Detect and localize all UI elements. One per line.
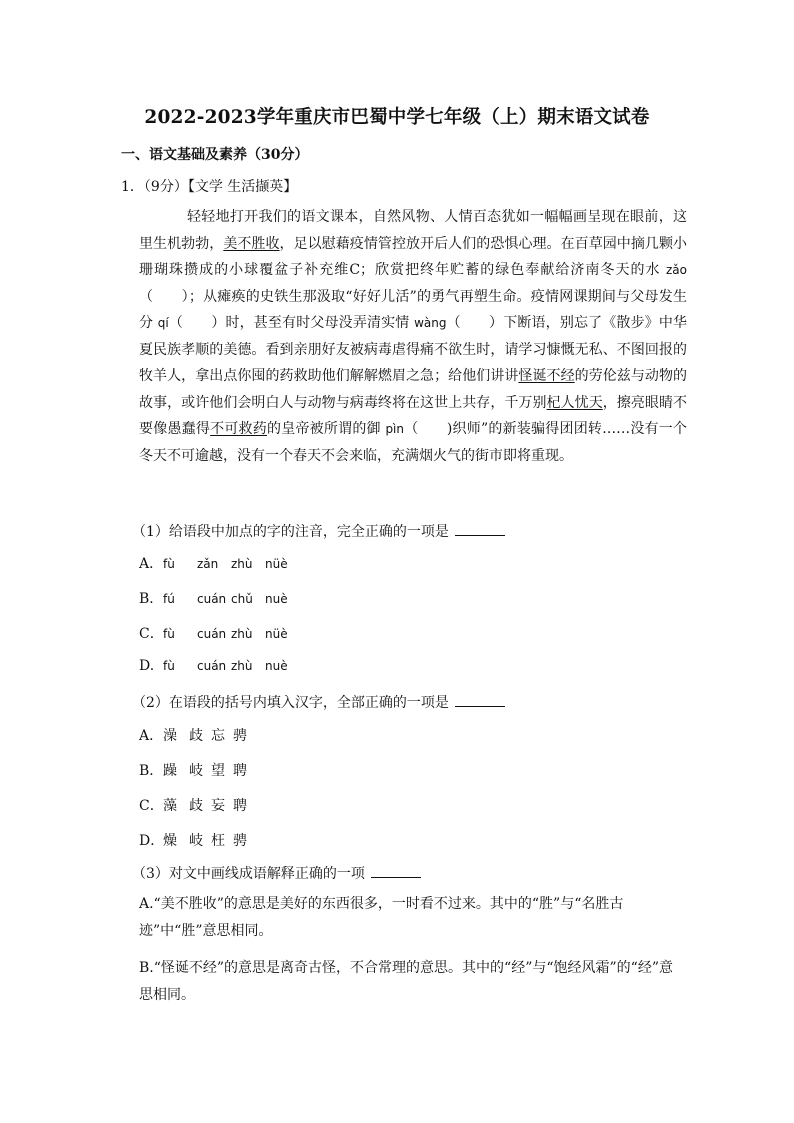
passage-text: 轻轻地打开我们的语文课本，自然风物、人情百态犹如一幅幅画呈现在眼前，这里生机勃勃， bbox=[139, 209, 687, 252]
option-label: B． bbox=[139, 763, 164, 779]
option-label: A． bbox=[139, 728, 164, 744]
option-label: C． bbox=[139, 626, 164, 642]
option-part: zhù bbox=[231, 659, 253, 673]
underlined-idiom: 不可救药 bbox=[210, 421, 267, 437]
option-1c[interactable] bbox=[139, 623, 299, 643]
option-label: A． bbox=[139, 556, 164, 572]
option-label: D. bbox=[139, 658, 155, 674]
option-part: 望 bbox=[211, 763, 225, 779]
passage-text: （ ）时，甚至有时父母没弄清实情 bbox=[168, 315, 410, 331]
option-part: 澡 bbox=[163, 728, 177, 744]
option-part: 聘 bbox=[233, 798, 247, 814]
subquestion-1-text: （1）给语段中加点的字的注音，完全正确的一项是 bbox=[132, 524, 449, 540]
underlined-idiom: 美不胜收 bbox=[223, 235, 280, 252]
option-part: 妄 bbox=[211, 798, 225, 814]
passage-text: 的皇帝被所谓的御 bbox=[267, 421, 381, 437]
option-1a[interactable] bbox=[139, 553, 299, 573]
option-3b[interactable]: B.“怪诞不经”的意思是离奇古怪，不合常理的意思。其中的“经”与“饱经风霜”的“经”意思相同。 bbox=[139, 960, 673, 1003]
option-2b[interactable] bbox=[139, 760, 255, 780]
option-part: nuè bbox=[265, 659, 288, 673]
underlined-idiom: 杞人忧天 bbox=[546, 394, 603, 411]
option-1d[interactable] bbox=[139, 658, 299, 674]
option-part: nüè bbox=[265, 627, 288, 641]
option-part: 骋 bbox=[233, 728, 247, 744]
option-part: 歧 bbox=[189, 798, 203, 814]
option-part: chǔ bbox=[231, 592, 253, 606]
subquestion-2 bbox=[132, 692, 505, 712]
pinyin-hint: qí bbox=[157, 316, 169, 330]
option-part: 藻 bbox=[163, 798, 177, 814]
option-part: 骋 bbox=[233, 833, 247, 849]
answer-blank[interactable] bbox=[455, 523, 505, 536]
option-3a[interactable]: A.“美不胜收”的意思是美好的东西很多，一时看不过来。其中的“胜”与“名胜古迹”中“胜”意思相同。 bbox=[139, 896, 624, 939]
exam-title: 2022-2023学年重庆市巴蜀中学七年级（上）期末语文试卷 bbox=[144, 107, 650, 128]
option-part: nuè bbox=[265, 592, 288, 606]
option-label: C． bbox=[139, 798, 164, 814]
option-part: 岐 bbox=[189, 763, 203, 779]
option-part: cuán bbox=[197, 592, 227, 606]
pinyin-hint: zǎo bbox=[666, 263, 687, 277]
option-2c[interactable] bbox=[139, 795, 255, 815]
option-label: D． bbox=[139, 833, 165, 849]
option-part: zǎn bbox=[197, 557, 219, 571]
option-part: fù bbox=[163, 557, 175, 571]
option-part: cuán bbox=[197, 659, 227, 673]
subquestion-1 bbox=[132, 521, 505, 541]
passage-text: 的劳伦兹与动物的故事，或许他们会明白人与动物与病毒终将在这世上共存，千万别 bbox=[139, 368, 688, 411]
passage-text: （ ）下断语，别忘了《散步》中华夏民族孝顺的美德。看到亲朋好友被病毒虐得痛不欲生时，请学习慷慨无私、不图回报的牧羊人，拿出点你囤的药救助他们解解燃眉之急；给他们讲讲 bbox=[139, 315, 688, 384]
passage-text: （ )织师”的新装骗得团团转……没有一个冬天不可逾越，没有一个春天不会来临，充满烟火气的街市即将重现。 bbox=[139, 421, 688, 464]
option-part: 聘 bbox=[233, 763, 247, 779]
option-part: fù bbox=[163, 659, 175, 673]
option-part: fù bbox=[163, 627, 175, 641]
reading-passage bbox=[139, 204, 687, 469]
section-heading: 一、语文基础及素养（30分） bbox=[121, 147, 309, 163]
option-part: 忘 bbox=[211, 728, 225, 744]
option-label: B． bbox=[139, 591, 164, 607]
pinyin-hint: wàng bbox=[414, 316, 447, 330]
passage-text: ，擦亮眼睛不要像愚蠢得 bbox=[139, 394, 688, 437]
option-2d[interactable] bbox=[139, 830, 255, 850]
option-part: 枉 bbox=[211, 833, 225, 849]
answer-blank[interactable] bbox=[455, 694, 505, 707]
option-part: 歧 bbox=[189, 728, 203, 744]
option-part: cuán bbox=[197, 627, 227, 641]
option-part: nüè bbox=[265, 557, 288, 571]
pinyin-hint: pìn bbox=[385, 422, 404, 436]
option-part: fú bbox=[163, 592, 175, 606]
option-part: zhù bbox=[231, 627, 253, 641]
subquestion-2-text: （2）在语段的括号内填入汉字，全部正确的一项是 bbox=[132, 695, 449, 711]
option-2a[interactable] bbox=[139, 725, 255, 745]
option-1b[interactable] bbox=[139, 588, 299, 608]
option-part: 躁 bbox=[163, 763, 177, 779]
option-part: zhù bbox=[231, 557, 253, 571]
answer-blank[interactable] bbox=[371, 865, 421, 878]
passage-text: （ ）；从瘫痪的史铁生那汲取“好好儿活”的勇气再塑生命。疫情网课期间与父母发生分 bbox=[139, 288, 687, 331]
underlined-idiom: 怪诞不经 bbox=[518, 368, 575, 384]
option-part: 燥 bbox=[163, 833, 177, 849]
passage-text: ，足以慰藉疫情管控放开后人们的恐惧心理。在百草园中摘几颗小珊瑚珠攒成的小球覆盆子补充维C；欣赏把终年贮蓄的绿色奉献给济南冬天的水 bbox=[139, 235, 688, 278]
subquestion-3-text: （3）对文中画线成语解释正确的一项 bbox=[132, 866, 365, 882]
question-1-heading: 1．（9分）【文学 生活撷英】 bbox=[121, 179, 298, 195]
option-part: 岐 bbox=[189, 833, 203, 849]
subquestion-3 bbox=[132, 863, 421, 883]
